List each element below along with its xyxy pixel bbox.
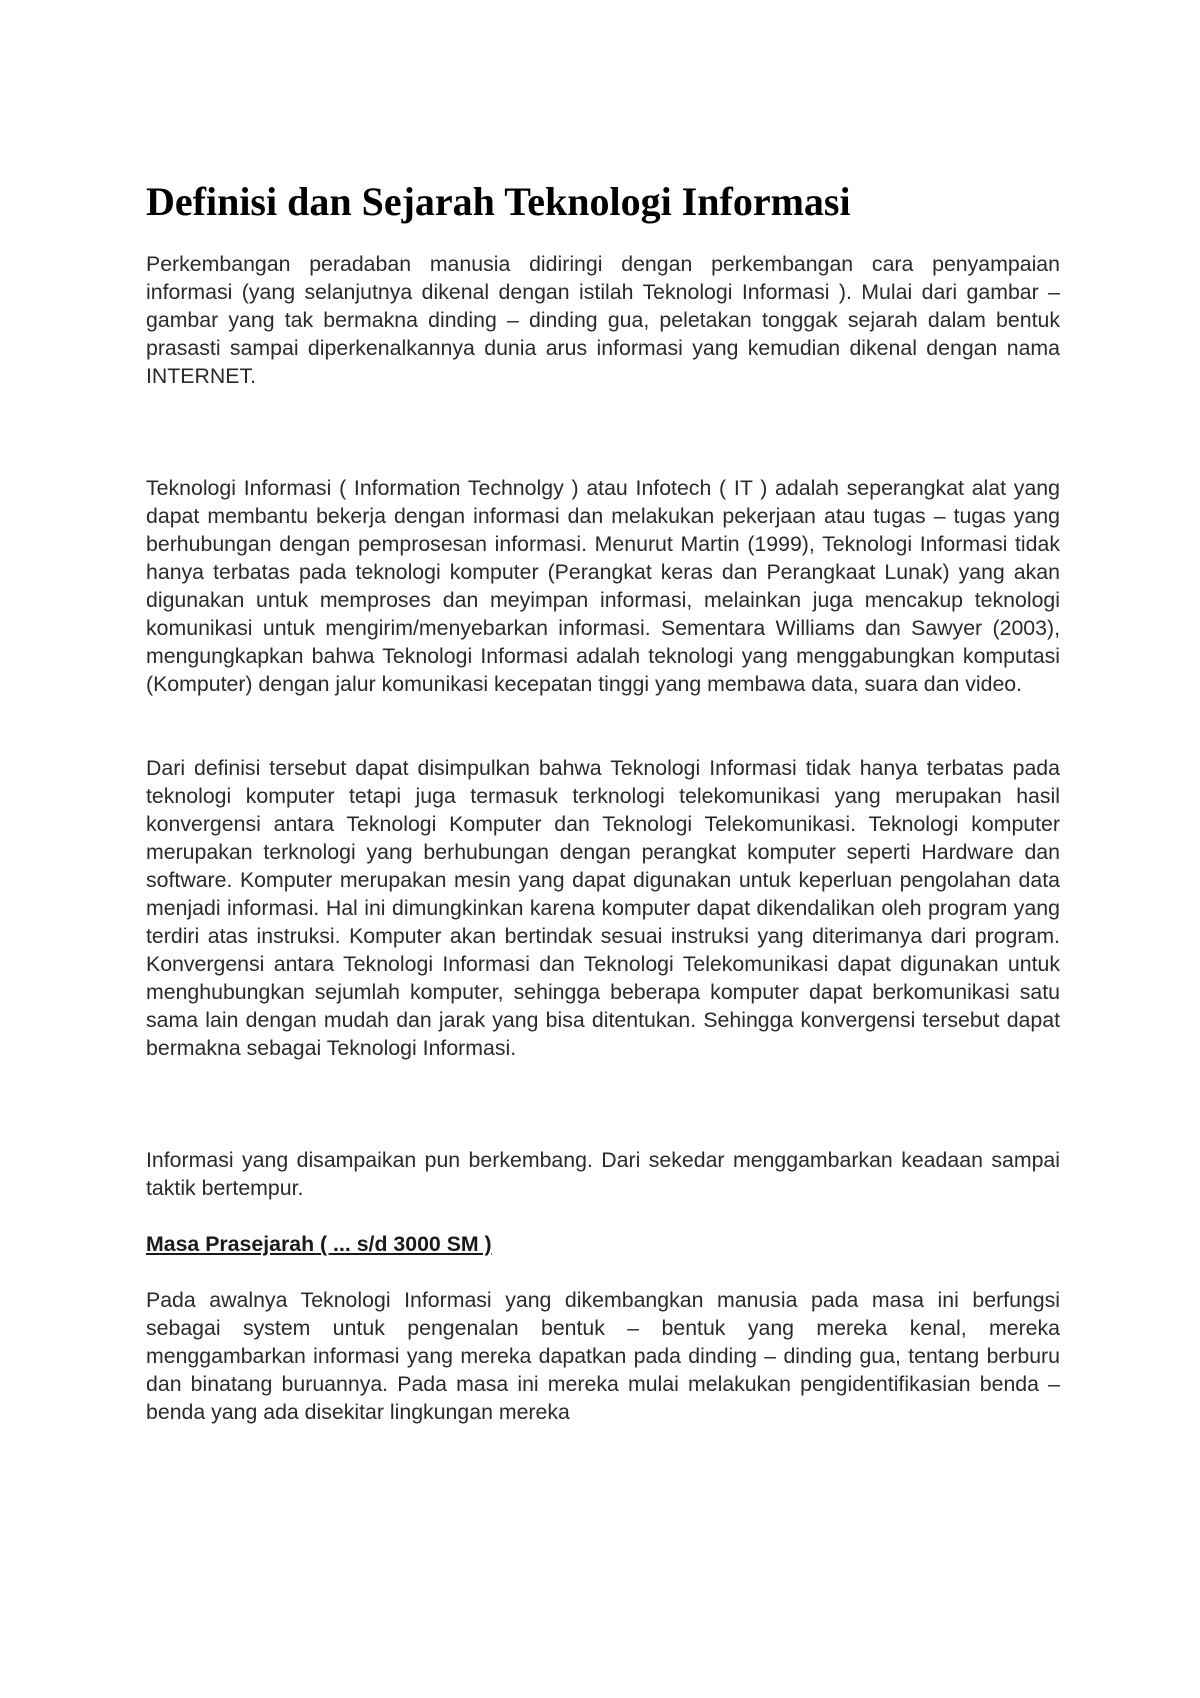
document-title: Definisi dan Sejarah Teknologi Informasi (146, 179, 851, 224)
paragraph-spacer (146, 390, 1060, 474)
paragraph-spacer (146, 698, 1060, 754)
paragraph-intro: Perkembangan peradaban manusia didiringi dengan perkembangan cara penyampaian informasi (yang selanjutnya dikenal dengan istilah Teknologi Informasi ). Mulai dari gambar – gambar yang tak bermakna dinding – dinding gua, peletakan tonggak sejarah dalam bentuk prasasti sampai diperkenalkannya dunia arus informasi yang kemudian dikenal dengan nama INTERNET. (146, 252, 1060, 388)
section-heading-prehistory: Masa Prasejarah ( ... s/d 3000 SM ) (146, 1232, 492, 1256)
paragraph-spacer (146, 1202, 1060, 1230)
document-content (146, 176, 1060, 1426)
paragraph-spacer (146, 1258, 1060, 1286)
paragraph-definition: Teknologi Informasi ( Information Technolgy ) atau Infotech ( IT ) adalah seperangkat alat yang dapat membantu bekerja dengan informasi dan melakukan pekerjaan atau tugas – tugas yang berhubungan dengan pemprosesan informasi. Menurut Martin (1999), Teknologi Informasi tidak hanya terbatas pada teknologi komputer (Perangkat keras dan Perangkaat Lunak) yang akan digunakan untuk memproses dan meyimpan informasi, melainkan juga mencakup teknologi komunikasi untuk mengirim/menyebarkan informasi. Sementara Williams dan Sawyer (2003), mengungkapkan bahwa Teknologi Informasi adalah teknologi yang menggabungkan komputasi (Komputer) dengan jalur komunikasi kecepatan tinggi yang membawa data, suara dan video. (146, 476, 1060, 696)
paragraph-conclusion: Dari definisi tersebut dapat disimpulkan bahwa Teknologi Informasi tidak hanya terbatas pada teknologi komputer tetapi juga termasuk terknologi telekomunikasi yang merupakan hasil konvergensi antara Teknologi Komputer dan Teknologi Telekomunikasi. Teknologi komputer merupakan terknologi yang berhubungan dengan perangkat komputer seperti Hardware dan software. Komputer merupakan mesin yang dapat digunakan untuk keperluan pengolahan data menjadi informasi. Hal ini dimungkinkan karena komputer dapat dikendalikan oleh program yang terdiri atas instruksi. Komputer akan bertindak sesuai instruksi yang diterimanya dari program. Konvergensi antara Teknologi Informasi dan Teknologi Telekomunikasi dapat digunakan untuk menghubungkan sejumlah komputer, sehingga beberapa komputer dapat berkomunikasi satu sama lain dengan mudah dan jarak yang bisa ditentukan. Sehingga konvergensi tersebut dapat bermakna sebagai Teknologi Informasi. (146, 756, 1060, 1060)
paragraph-spacer (146, 1062, 1060, 1146)
paragraph-prehistory: Pada awalnya Teknologi Informasi yang dikembangkan manusia pada masa ini berfungsi sebagai system untuk pengenalan bentuk – bentuk yang mereka kenal, mereka menggambarkan informasi yang mereka dapatkan pada dinding – dinding gua, tentang berburu dan binatang buruannya. Pada masa ini mereka mulai melakukan pengidentifikasian benda – benda yang ada disekitar lingkungan mereka (146, 1288, 1060, 1424)
paragraph-information-development: Informasi yang disampaikan pun berkembang. Dari sekedar menggambarkan keadaan sampai taktik bertempur. (146, 1148, 1060, 1200)
